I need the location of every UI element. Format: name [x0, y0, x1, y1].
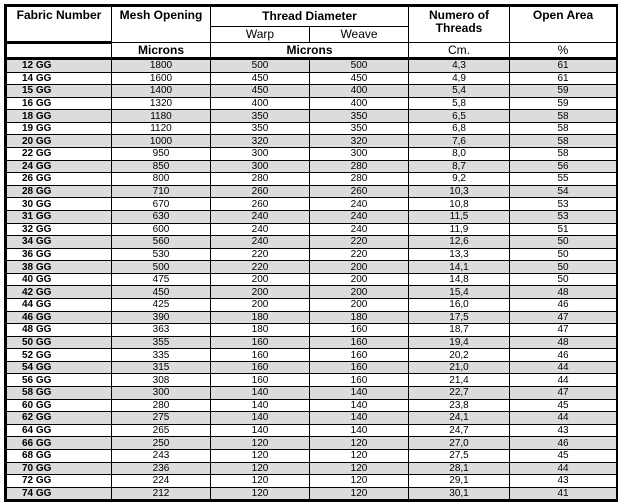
mesh-opening-cell: 1120 [112, 122, 211, 135]
open-area-cell: 50 [510, 248, 617, 261]
warp-cell: 260 [211, 185, 310, 198]
threads-cell: 18,7 [409, 324, 510, 337]
warp-cell: 220 [211, 261, 310, 274]
table-row [7, 286, 617, 299]
mesh-opening-cell: 250 [112, 437, 211, 450]
threads-cell: 17,5 [409, 311, 510, 324]
mesh-opening-cell: 1320 [112, 97, 211, 110]
fabric-number-cell: 52 GG [7, 349, 112, 362]
fabric-number-cell: 15 GG [7, 85, 112, 98]
warp-cell: 200 [211, 273, 310, 286]
open-area-cell: 43 [510, 475, 617, 488]
weave-cell: 120 [310, 487, 409, 500]
mesh-table-container [4, 4, 618, 502]
mesh-opening-cell: 1800 [112, 59, 211, 73]
fabric-number-cell: 54 GG [7, 361, 112, 374]
warp-cell: 240 [211, 223, 310, 236]
mesh-opening-cell: 308 [112, 374, 211, 387]
open-area-cell: 47 [510, 311, 617, 324]
warp-cell: 180 [211, 324, 310, 337]
open-area-cell: 45 [510, 399, 617, 412]
warp-cell: 200 [211, 298, 310, 311]
fabric-number-cell: 26 GG [7, 173, 112, 186]
warp-cell: 180 [211, 311, 310, 324]
table-row [7, 223, 617, 236]
warp-cell: 160 [211, 374, 310, 387]
fabric-number-cell: 14 GG [7, 72, 112, 85]
mesh-opening-cell: 355 [112, 336, 211, 349]
mesh-opening-cell: 475 [112, 273, 211, 286]
open-area-cell: 53 [510, 210, 617, 223]
open-area-cell: 59 [510, 97, 617, 110]
mesh-opening-cell: 560 [112, 236, 211, 249]
open-area-cell: 54 [510, 185, 617, 198]
fabric-number-cell: 48 GG [7, 324, 112, 337]
weave-cell: 160 [310, 361, 409, 374]
weave-cell: 160 [310, 336, 409, 349]
open-area-cell: 50 [510, 273, 617, 286]
table-row [7, 349, 617, 362]
table-row [7, 236, 617, 249]
table-row [7, 97, 617, 110]
weave-cell: 200 [310, 286, 409, 299]
warp-cell: 400 [211, 97, 310, 110]
fabric-number-cell: 18 GG [7, 110, 112, 123]
table-row [7, 324, 617, 337]
mesh-opening-cell: 800 [112, 173, 211, 186]
fabric-number-cell: 19 GG [7, 122, 112, 135]
table-row [7, 361, 617, 374]
fabric-number-cell: 31 GG [7, 210, 112, 223]
warp-cell: 240 [211, 210, 310, 223]
fabric-number-cell: 38 GG [7, 261, 112, 274]
table-row [7, 449, 617, 462]
header-warp: Warp [211, 27, 310, 43]
threads-cell: 29,1 [409, 475, 510, 488]
fabric-number-cell: 46 GG [7, 311, 112, 324]
fabric-number-cell: 64 GG [7, 424, 112, 437]
mesh-spec-table [6, 6, 617, 500]
fabric-number-cell: 50 GG [7, 336, 112, 349]
warp-cell: 350 [211, 110, 310, 123]
table-row [7, 248, 617, 261]
table-row [7, 160, 617, 173]
header-open-area: Open Area [510, 7, 617, 43]
mesh-opening-cell: 236 [112, 462, 211, 475]
threads-cell: 22,7 [409, 387, 510, 400]
fabric-number-cell: 58 GG [7, 387, 112, 400]
threads-cell: 5,4 [409, 85, 510, 98]
weave-cell: 260 [310, 185, 409, 198]
open-area-cell: 56 [510, 160, 617, 173]
open-area-cell: 50 [510, 236, 617, 249]
mesh-opening-cell: 1000 [112, 135, 211, 148]
warp-cell: 120 [211, 487, 310, 500]
table-row [7, 85, 617, 98]
warp-cell: 500 [211, 59, 310, 73]
threads-cell: 4,9 [409, 72, 510, 85]
mesh-opening-cell: 280 [112, 399, 211, 412]
table-row [7, 72, 617, 85]
table-row [7, 261, 617, 274]
mesh-opening-cell: 224 [112, 475, 211, 488]
open-area-cell: 46 [510, 349, 617, 362]
header-fabric-number: Fabric Number [7, 7, 112, 43]
threads-cell: 4,3 [409, 59, 510, 73]
weave-cell: 160 [310, 324, 409, 337]
weave-cell: 200 [310, 273, 409, 286]
fabric-number-cell: 32 GG [7, 223, 112, 236]
mesh-opening-cell: 363 [112, 324, 211, 337]
weave-cell: 160 [310, 374, 409, 387]
table-row [7, 273, 617, 286]
mesh-opening-cell: 1180 [112, 110, 211, 123]
open-area-cell: 58 [510, 148, 617, 161]
mesh-opening-cell: 630 [112, 210, 211, 223]
fabric-number-cell: 40 GG [7, 273, 112, 286]
table-row [7, 122, 617, 135]
warp-cell: 350 [211, 122, 310, 135]
mesh-opening-cell: 335 [112, 349, 211, 362]
open-area-cell: 50 [510, 261, 617, 274]
open-area-cell: 44 [510, 462, 617, 475]
table-row [7, 148, 617, 161]
open-area-cell: 58 [510, 135, 617, 148]
weave-cell: 120 [310, 475, 409, 488]
weave-cell: 140 [310, 387, 409, 400]
weave-cell: 120 [310, 462, 409, 475]
table-row [7, 462, 617, 475]
open-area-cell: 41 [510, 487, 617, 500]
threads-cell: 10,8 [409, 198, 510, 211]
table-row [7, 387, 617, 400]
warp-cell: 120 [211, 462, 310, 475]
threads-cell: 23,8 [409, 399, 510, 412]
mesh-opening-cell: 600 [112, 223, 211, 236]
table-row [7, 399, 617, 412]
fabric-number-cell: 12 GG [7, 59, 112, 73]
open-area-cell: 59 [510, 85, 617, 98]
fabric-number-cell: 34 GG [7, 236, 112, 249]
weave-cell: 280 [310, 160, 409, 173]
weave-cell: 240 [310, 198, 409, 211]
weave-cell: 140 [310, 424, 409, 437]
threads-cell: 30,1 [409, 487, 510, 500]
fabric-number-cell: 42 GG [7, 286, 112, 299]
fabric-number-cell: 16 GG [7, 97, 112, 110]
mesh-opening-cell: 500 [112, 261, 211, 274]
threads-cell: 27,5 [409, 449, 510, 462]
weave-cell: 500 [310, 59, 409, 73]
open-area-cell: 51 [510, 223, 617, 236]
threads-cell: 13,3 [409, 248, 510, 261]
fabric-number-cell: 56 GG [7, 374, 112, 387]
warp-cell: 450 [211, 85, 310, 98]
threads-cell: 16,0 [409, 298, 510, 311]
warp-cell: 220 [211, 248, 310, 261]
weave-cell: 200 [310, 298, 409, 311]
weave-cell: 220 [310, 236, 409, 249]
mesh-opening-cell: 950 [112, 148, 211, 161]
threads-cell: 24,7 [409, 424, 510, 437]
threads-cell: 14,8 [409, 273, 510, 286]
fabric-number-cell: 70 GG [7, 462, 112, 475]
open-area-cell: 43 [510, 424, 617, 437]
weave-cell: 240 [310, 223, 409, 236]
table-row [7, 173, 617, 186]
header-weave: Weave [310, 27, 409, 43]
warp-cell: 120 [211, 449, 310, 462]
table-row [7, 110, 617, 123]
fabric-number-cell: 62 GG [7, 412, 112, 425]
header-open-unit: % [510, 43, 617, 59]
fabric-number-cell: 72 GG [7, 475, 112, 488]
threads-cell: 21,4 [409, 374, 510, 387]
table-row [7, 424, 617, 437]
threads-cell: 20,2 [409, 349, 510, 362]
warp-cell: 240 [211, 236, 310, 249]
weave-cell: 200 [310, 261, 409, 274]
warp-cell: 160 [211, 336, 310, 349]
warp-cell: 300 [211, 160, 310, 173]
weave-cell: 140 [310, 412, 409, 425]
threads-cell: 6,8 [409, 122, 510, 135]
warp-cell: 120 [211, 475, 310, 488]
table-body [7, 59, 617, 500]
open-area-cell: 45 [510, 449, 617, 462]
mesh-opening-cell: 450 [112, 286, 211, 299]
weave-cell: 120 [310, 437, 409, 450]
open-area-cell: 48 [510, 286, 617, 299]
mesh-opening-cell: 1600 [112, 72, 211, 85]
table-header [7, 7, 617, 59]
fabric-number-cell: 30 GG [7, 198, 112, 211]
header-thread-diameter: Thread Diameter [211, 7, 409, 27]
threads-cell: 8,7 [409, 160, 510, 173]
open-area-cell: 53 [510, 198, 617, 211]
fabric-number-cell: 68 GG [7, 449, 112, 462]
warp-cell: 160 [211, 349, 310, 362]
table-row [7, 210, 617, 223]
warp-cell: 140 [211, 399, 310, 412]
threads-cell: 10,3 [409, 185, 510, 198]
fabric-number-cell: 44 GG [7, 298, 112, 311]
threads-cell: 21,0 [409, 361, 510, 374]
weave-cell: 400 [310, 97, 409, 110]
open-area-cell: 44 [510, 361, 617, 374]
mesh-opening-cell: 530 [112, 248, 211, 261]
threads-cell: 7,6 [409, 135, 510, 148]
warp-cell: 140 [211, 387, 310, 400]
threads-cell: 9,2 [409, 173, 510, 186]
weave-cell: 240 [310, 210, 409, 223]
table-row [7, 336, 617, 349]
table-row [7, 311, 617, 324]
header-mesh-unit: Microns [112, 43, 211, 59]
mesh-opening-cell: 315 [112, 361, 211, 374]
weave-cell: 180 [310, 311, 409, 324]
table-row [7, 198, 617, 211]
mesh-opening-cell: 390 [112, 311, 211, 324]
warp-cell: 280 [211, 173, 310, 186]
mesh-opening-cell: 850 [112, 160, 211, 173]
threads-cell: 11,9 [409, 223, 510, 236]
fabric-number-cell: 74 GG [7, 487, 112, 500]
threads-cell: 5,8 [409, 97, 510, 110]
fabric-number-cell: 28 GG [7, 185, 112, 198]
fabric-number-cell: 22 GG [7, 148, 112, 161]
fabric-number-cell: 60 GG [7, 399, 112, 412]
mesh-opening-cell: 265 [112, 424, 211, 437]
weave-cell: 350 [310, 122, 409, 135]
table-row [7, 135, 617, 148]
weave-cell: 450 [310, 72, 409, 85]
fabric-number-cell: 36 GG [7, 248, 112, 261]
open-area-cell: 47 [510, 387, 617, 400]
table-row [7, 475, 617, 488]
threads-cell: 14,1 [409, 261, 510, 274]
mesh-opening-cell: 300 [112, 387, 211, 400]
threads-cell: 27,0 [409, 437, 510, 450]
mesh-opening-cell: 1400 [112, 85, 211, 98]
weave-cell: 160 [310, 349, 409, 362]
weave-cell: 400 [310, 85, 409, 98]
open-area-cell: 44 [510, 412, 617, 425]
open-area-cell: 61 [510, 72, 617, 85]
open-area-cell: 47 [510, 324, 617, 337]
warp-cell: 140 [211, 424, 310, 437]
mesh-opening-cell: 670 [112, 198, 211, 211]
warp-cell: 120 [211, 437, 310, 450]
open-area-cell: 46 [510, 437, 617, 450]
table-row [7, 437, 617, 450]
table-row [7, 298, 617, 311]
warp-cell: 140 [211, 412, 310, 425]
mesh-opening-cell: 212 [112, 487, 211, 500]
threads-cell: 6,5 [409, 110, 510, 123]
fabric-number-cell: 20 GG [7, 135, 112, 148]
mesh-opening-cell: 710 [112, 185, 211, 198]
open-area-cell: 58 [510, 110, 617, 123]
header-mesh-opening: Mesh Opening [112, 7, 211, 43]
warp-cell: 200 [211, 286, 310, 299]
open-area-cell: 44 [510, 374, 617, 387]
mesh-opening-cell: 275 [112, 412, 211, 425]
threads-cell: 12,6 [409, 236, 510, 249]
threads-cell: 28,1 [409, 462, 510, 475]
header-thread-unit: Microns [211, 43, 409, 59]
threads-cell: 11,5 [409, 210, 510, 223]
table-row [7, 59, 617, 73]
weave-cell: 350 [310, 110, 409, 123]
open-area-cell: 55 [510, 173, 617, 186]
warp-cell: 320 [211, 135, 310, 148]
threads-cell: 8,0 [409, 148, 510, 161]
warp-cell: 160 [211, 361, 310, 374]
header-fabric-unit-empty [7, 43, 112, 59]
threads-cell: 15,4 [409, 286, 510, 299]
weave-cell: 140 [310, 399, 409, 412]
table-row [7, 185, 617, 198]
mesh-opening-cell: 425 [112, 298, 211, 311]
weave-cell: 220 [310, 248, 409, 261]
warp-cell: 450 [211, 72, 310, 85]
open-area-cell: 58 [510, 122, 617, 135]
weave-cell: 300 [310, 148, 409, 161]
fabric-number-cell: 24 GG [7, 160, 112, 173]
mesh-opening-cell: 243 [112, 449, 211, 462]
open-area-cell: 46 [510, 298, 617, 311]
warp-cell: 300 [211, 148, 310, 161]
open-area-cell: 48 [510, 336, 617, 349]
threads-cell: 19,4 [409, 336, 510, 349]
header-numero-threads: Numero of Threads [409, 7, 510, 43]
threads-cell: 24,1 [409, 412, 510, 425]
fabric-number-cell: 66 GG [7, 437, 112, 450]
table-row [7, 374, 617, 387]
weave-cell: 280 [310, 173, 409, 186]
table-row [7, 412, 617, 425]
weave-cell: 120 [310, 449, 409, 462]
warp-cell: 260 [211, 198, 310, 211]
open-area-cell: 61 [510, 59, 617, 73]
header-threads-unit: Cm. [409, 43, 510, 59]
weave-cell: 320 [310, 135, 409, 148]
